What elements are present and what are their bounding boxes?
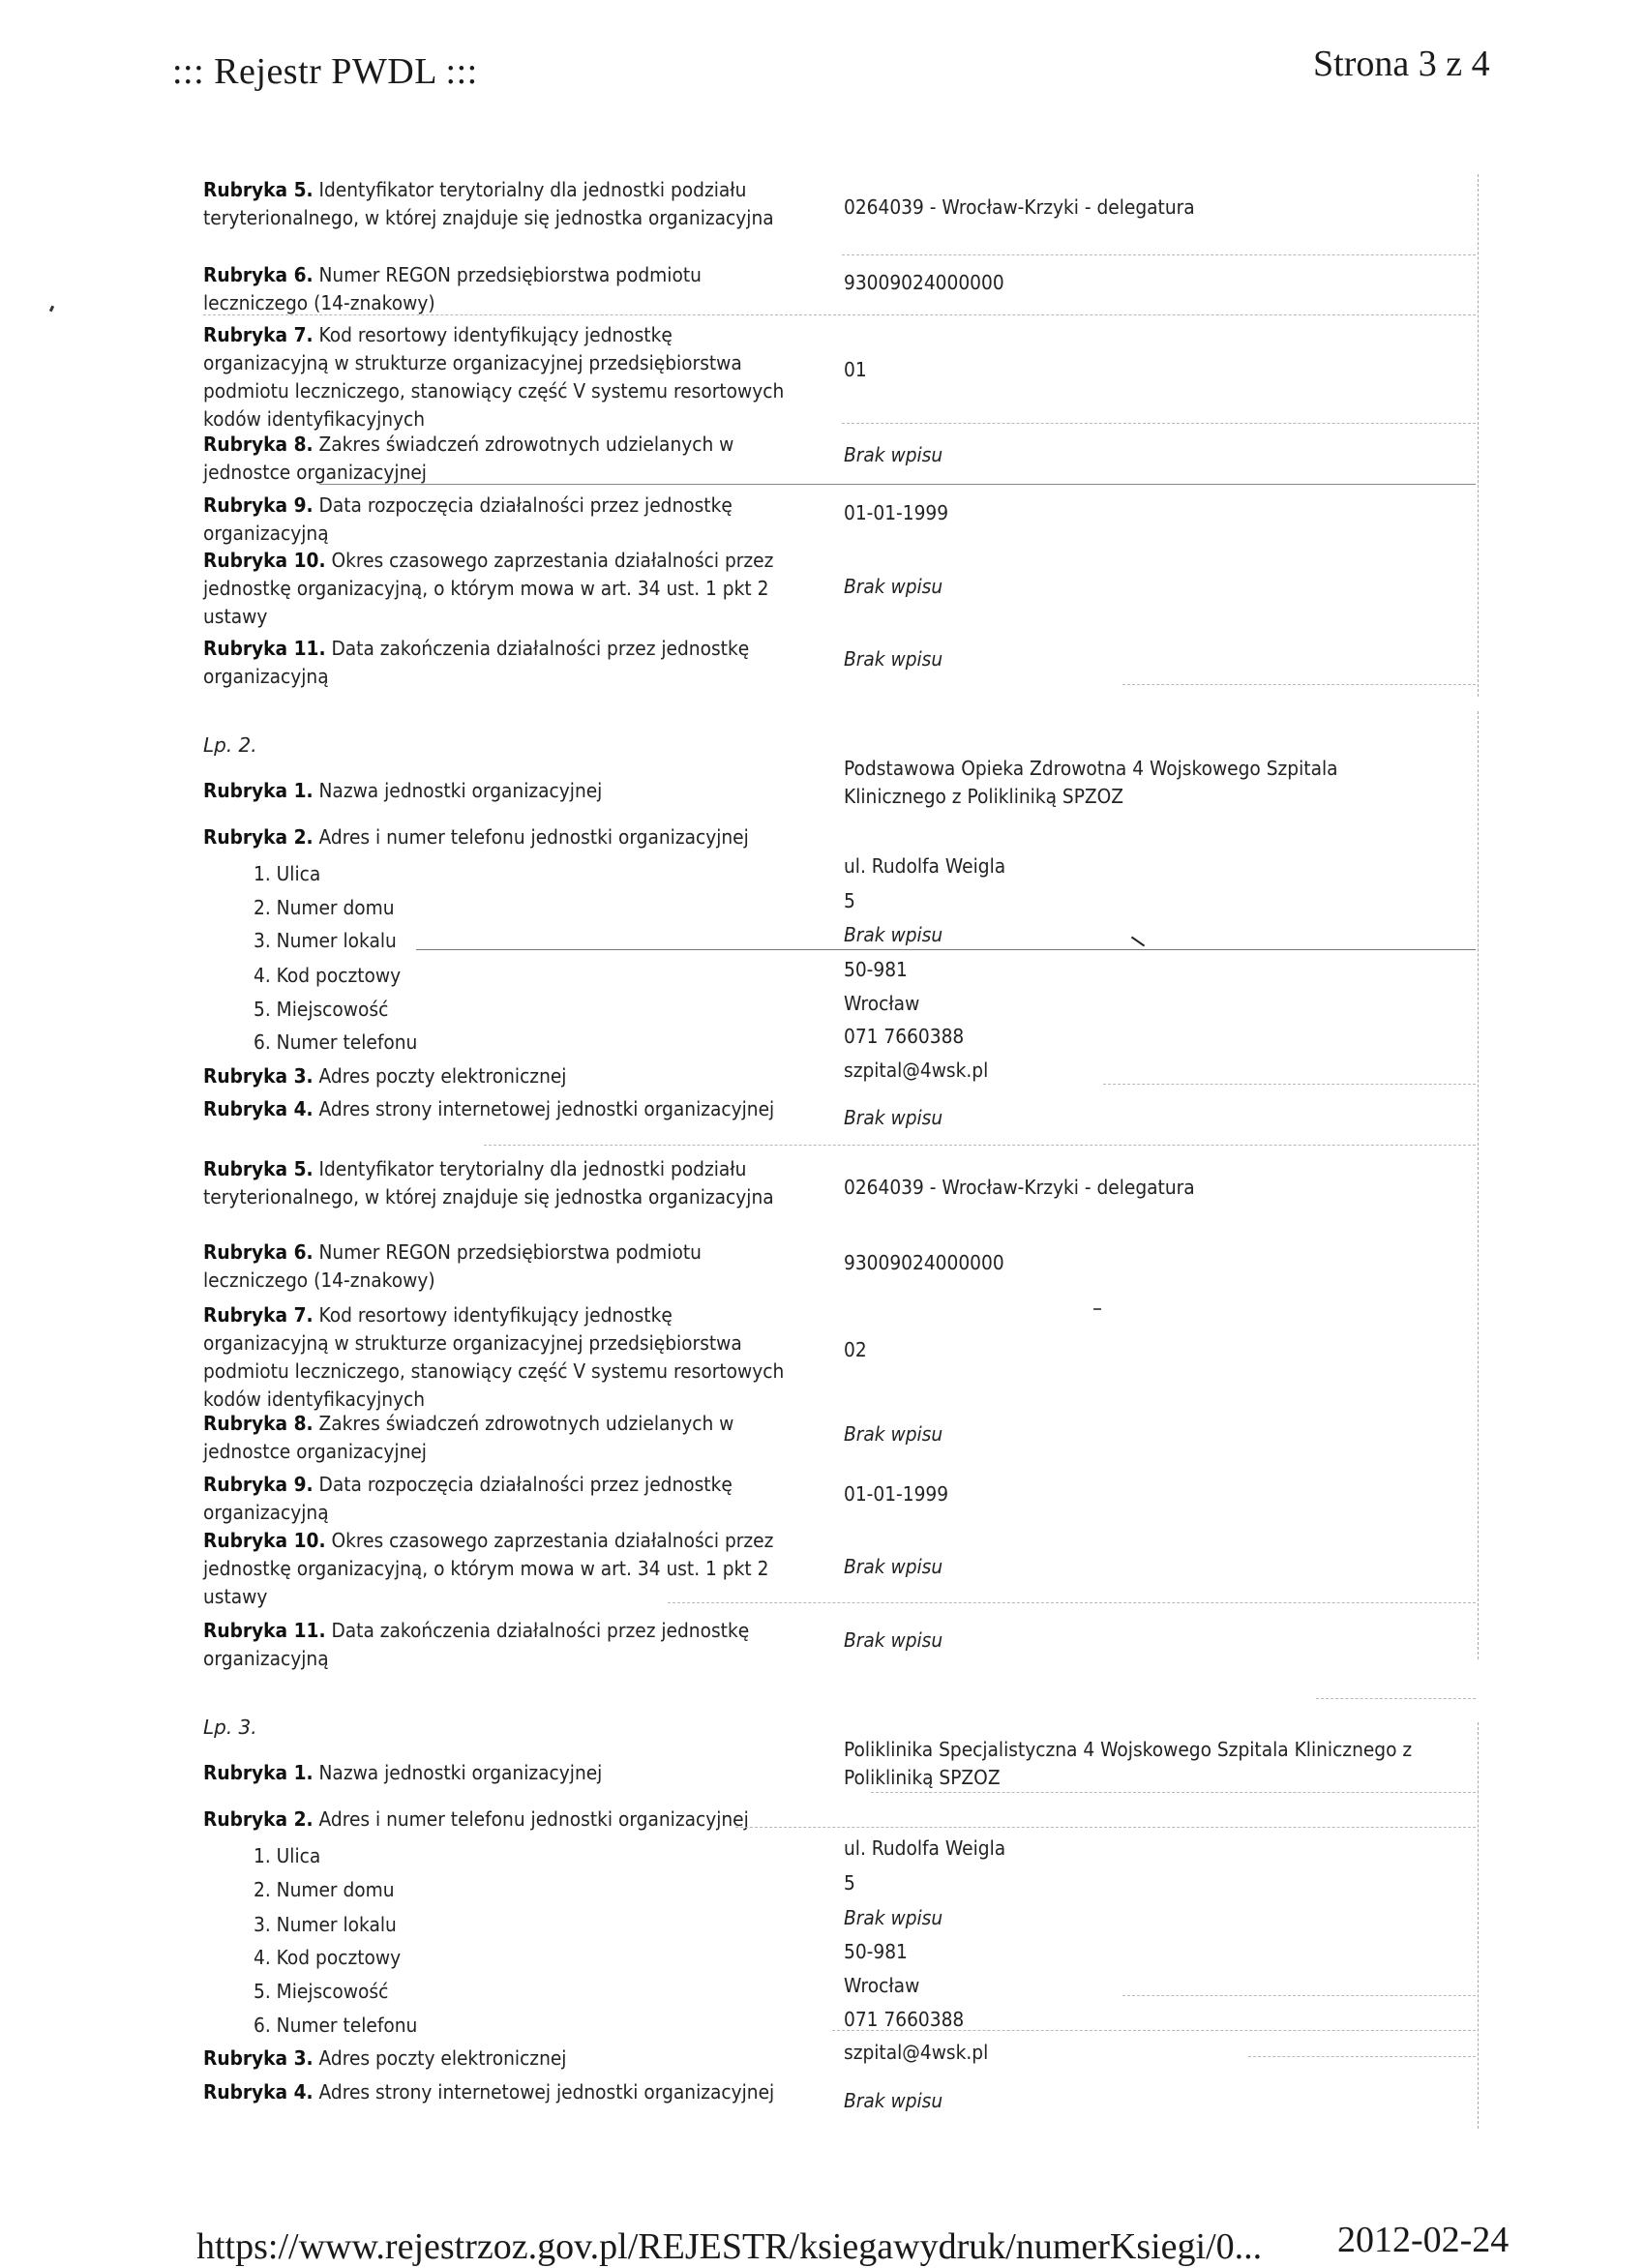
lp3-address-label-3: 3. Numer lokalu (254, 1913, 397, 1936)
table-right-border (1478, 711, 1479, 1659)
lp2-r7-value: 02 (844, 1338, 867, 1361)
row-divider (1316, 1698, 1476, 1699)
lp1-r6-label: Rubryka 6. Numer REGON przedsiębiorstwa podmiotu leczniczego (14-znakowy) (203, 263, 702, 314)
lp1-r7-value: 01 (844, 358, 867, 381)
lp2-r4-value: Brak wpisu (844, 1106, 943, 1129)
lp2-r6-value: 93009024000000 (844, 1251, 1004, 1274)
row-divider (1248, 2056, 1476, 2057)
lp1-r6-value: 93009024000000 (844, 271, 1004, 294)
row-divider (1103, 1084, 1476, 1085)
lp3-address-value-5: Wrocław (844, 1974, 920, 1997)
lp3-address-label-2: 2. Numer domu (254, 1878, 395, 1901)
lp1-r10-label: Rubryka 10. Okres czasowego zaprzestania działalności przez jednostkę organizacyjną, o którym mowa w art. 34 ust. 1 pkt 2 ustawy (203, 549, 774, 628)
lp3-r4-value: Brak wpisu (844, 2089, 943, 2112)
row-divider (1122, 1995, 1476, 1996)
lp2-r1-value: Podstawowa Opieka Zdrowotna 4 Wojskowego Szpitala Klinicznego z Polikliniką SPZOZ (844, 757, 1338, 808)
row-divider (842, 423, 1476, 424)
scan-mark (49, 306, 54, 313)
lp1-r5-label: Rubryka 5. Identyfikator terytorialny dla jednostki podziału teryterionalnego, w której znajduje się jednostka organizacyjna (203, 178, 774, 229)
lp3-r3-label: Rubryka 3. Adres poczty elektronicznej (203, 2046, 567, 2070)
lp3-address-value-1: ul. Rudolfa Weigla (844, 1836, 1006, 1860)
row-divider (832, 2030, 1476, 2031)
lp2-r9-value: 01-01-1999 (844, 1482, 949, 1506)
row-divider (1122, 684, 1476, 685)
lp2-r8-value: Brak wpisu (844, 1422, 943, 1446)
lp1-r9-label: Rubryka 9. Data rozpoczęcia działalności przez jednostkę organizacyjną (203, 493, 733, 545)
lp1-r5-value: 0264039 - Wrocław-Krzyki - delegatura (844, 195, 1195, 219)
lp2-address-label-5: 5. Miejscowość (254, 998, 389, 1021)
row-divider (842, 254, 1476, 255)
lp2-address-value-1: ul. Rudolfa Weigla (844, 854, 1006, 878)
lp2-r7-label: Rubryka 7. Kod resortowy identyfikujący jednostkę organizacyjną w strukturze organizacyjnej przedsiębiorstwa podmiotu leczniczego, stanowiący część V systemu resortowych kodów identyfikacyjnych (203, 1303, 785, 1411)
lp3-r2-label: Rubryka 2. Adres i numer telefonu jednostki organizacyjnej (203, 1807, 749, 1831)
row-divider (668, 1602, 1476, 1603)
page-number: Strona 3 z 4 (1313, 44, 1490, 84)
lp3-title: Lp. 3. (203, 1716, 257, 1739)
lp2-r5-label: Rubryka 5. Identyfikator terytorialny dla jednostki podziału teryterionalnego, w której znajduje się jednostka organizacyjna (203, 1157, 774, 1209)
lp2-address-value-2: 5 (844, 889, 855, 912)
lp2-address-label-2: 2. Numer domu (254, 896, 395, 919)
lp2-address-label-6: 6. Numer telefonu (254, 1030, 418, 1054)
page-header-title: ::: Rejestr PWDL ::: (172, 51, 478, 92)
lp2-r2-label: Rubryka 2. Adres i numer telefonu jednostki organizacyjnej (203, 825, 749, 849)
lp2-r3-value: szpital@4wsk.pl (844, 1059, 989, 1082)
lp2-r9-label: Rubryka 9. Data rozpoczęcia działalności przez jednostkę organizacyjną (203, 1473, 733, 1524)
lp2-r1-label: Rubryka 1. Nazwa jednostki organizacyjnej (203, 779, 603, 802)
lp3-address-value-6: 071 7660388 (844, 2008, 965, 2031)
lp2-address-value-4: 50-981 (844, 958, 908, 981)
lp3-r1-value: Poliklinika Specjalistyczna 4 Wojskowego Szpitala Klinicznego z Polikliniką SPZOZ (844, 1738, 1413, 1789)
lp2-r4-label: Rubryka 4. Adres strony internetowej jednostki organizacyjnej (203, 1097, 775, 1120)
lp3-address-value-3: Brak wpisu (844, 1906, 943, 1929)
footer-url: https://www.rejestrzoz.gov.pl/REJESTR/ksiegawydruk/numerKsiegi/0... (196, 2226, 1263, 2267)
lp2-r10-value: Brak wpisu (844, 1555, 943, 1578)
lp2-r6-label: Rubryka 6. Numer REGON przedsiębiorstwa podmiotu leczniczego (14-znakowy) (203, 1240, 702, 1292)
lp2-r11-value: Brak wpisu (844, 1628, 943, 1652)
lp3-address-value-2: 5 (844, 1871, 855, 1895)
lp1-r8-label: Rubryka 8. Zakres świadczeń zdrowotnych udzielanych w jednostce organizacyjnej (203, 433, 734, 484)
lp1-r8-value: Brak wpisu (844, 443, 943, 466)
lp3-address-value-4: 50-981 (844, 1940, 908, 1963)
lp3-address-label-5: 5. Miejscowość (254, 1980, 389, 2003)
lp1-r11-value: Brak wpisu (844, 647, 943, 671)
lp2-address-value-5: Wrocław (844, 992, 920, 1015)
lp2-address-label-3: 3. Numer lokalu (254, 929, 397, 952)
lp2-r3-label: Rubryka 3. Adres poczty elektronicznej (203, 1064, 567, 1088)
lp2-r11-label: Rubryka 11. Data zakończenia działalności przez jednostkę organizacyjną (203, 1619, 750, 1670)
table-right-border (1478, 1722, 1479, 2129)
lp2-address-label-4: 4. Kod pocztowy (254, 964, 402, 987)
row-divider (735, 1827, 1476, 1828)
footer-date: 2012-02-24 (1337, 2220, 1510, 2260)
lp1-r9-value: 01-01-1999 (844, 501, 949, 524)
table-right-border (1478, 174, 1479, 697)
lp3-address-label-4: 4. Kod pocztowy (254, 1946, 402, 1969)
row-divider (871, 1792, 1476, 1793)
lp3-address-label-1: 1. Ulica (254, 1844, 321, 1867)
lp2-r8-label: Rubryka 8. Zakres świadczeń zdrowotnych udzielanych w jednostce organizacyjnej (203, 1412, 734, 1463)
lp3-r3-value: szpital@4wsk.pl (844, 2041, 989, 2064)
row-divider (319, 484, 1476, 485)
lp2-r5-value: 0264039 - Wrocław-Krzyki - delegatura (844, 1176, 1195, 1199)
lp1-r11-label: Rubryka 11. Data zakończenia działalności przez jednostkę organizacyjną (203, 637, 750, 688)
lp2-address-label-1: 1. Ulica (254, 862, 321, 885)
lp2-r10-label: Rubryka 10. Okres czasowego zaprzestania działalności przez jednostkę organizacyjną, o którym mowa w art. 34 ust. 1 pkt 2 ustawy (203, 1529, 774, 1608)
lp3-address-label-6: 6. Numer telefonu (254, 2014, 418, 2037)
lp1-r10-value: Brak wpisu (844, 575, 943, 598)
lp3-r1-label: Rubryka 1. Nazwa jednostki organizacyjnej (203, 1761, 603, 1784)
lp3-r4-label: Rubryka 4. Adres strony internetowej jednostki organizacyjnej (203, 2080, 775, 2104)
scan-mark (1093, 1308, 1101, 1310)
row-divider (416, 949, 1476, 950)
lp2-address-value-6: 071 7660388 (844, 1025, 965, 1048)
row-divider (203, 314, 1476, 315)
lp2-title: Lp. 2. (203, 733, 257, 757)
lp1-r7-label: Rubryka 7. Kod resortowy identyfikujący jednostkę organizacyjną w strukturze organizacyjnej przedsiębiorstwa podmiotu leczniczego, stanowiący część V systemu resortowych kodów identyfikacyjnych (203, 323, 785, 431)
lp2-address-value-3: Brak wpisu (844, 923, 943, 946)
row-divider (484, 1145, 1476, 1146)
